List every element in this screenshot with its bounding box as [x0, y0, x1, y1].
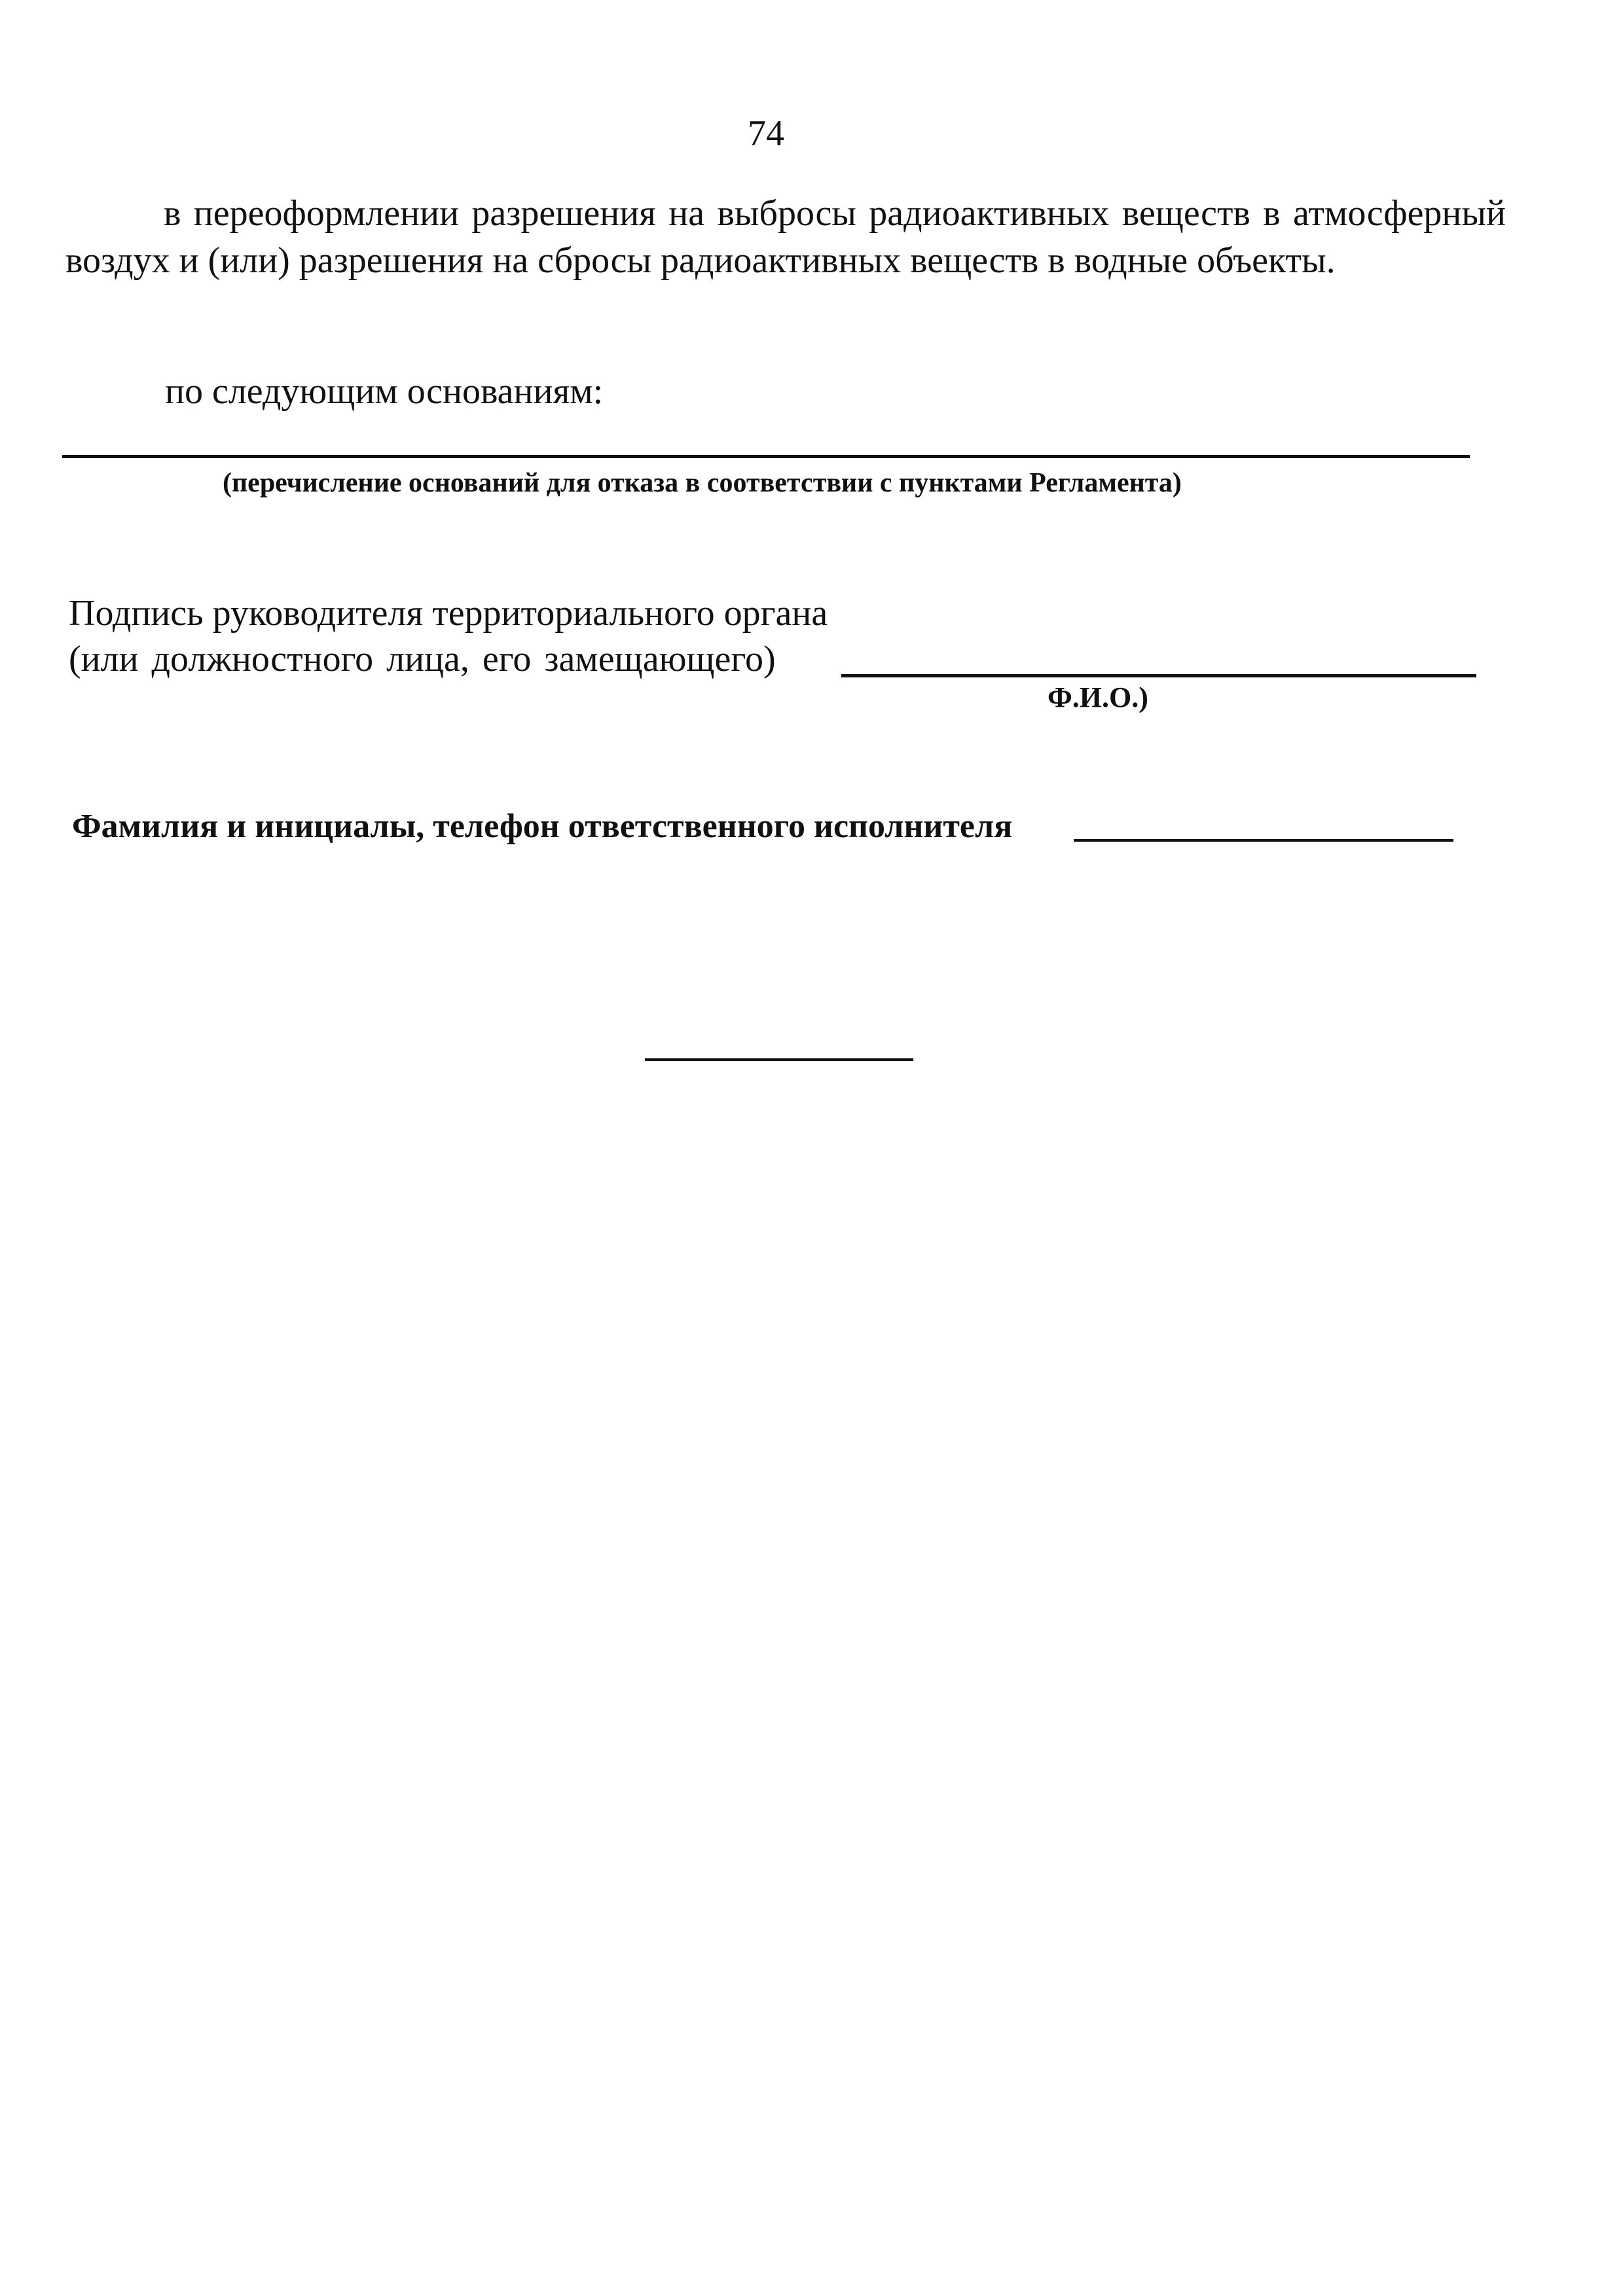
page-number: 74 — [748, 113, 784, 154]
grounds-label: по следующим основаниям: — [165, 371, 604, 412]
end-divider — [645, 1058, 913, 1061]
executor-label: Фамилия и инициалы, телефон ответственного исполнителя — [72, 808, 1013, 845]
grounds-caption: (перечисление оснований для отказа в соответствии с пунктами Регламента) — [223, 468, 1182, 498]
executor-fill-line — [1074, 839, 1453, 842]
signature-caption: Ф.И.О.) — [1048, 681, 1148, 713]
signature-label-line1: Подпись руководителя территориального органа — [69, 593, 828, 634]
body-paragraph: в переоформлении разрешения на выбросы радиоактивных веществ в атмосферный воздух и (или) разрешения на сбросы радиоактивных веществ в водные объекты. — [65, 193, 1506, 281]
signature-label-line2: (или должностного лица, его замещающего) — [69, 639, 776, 679]
signature-fill-line — [841, 674, 1476, 677]
grounds-fill-line — [62, 455, 1470, 458]
